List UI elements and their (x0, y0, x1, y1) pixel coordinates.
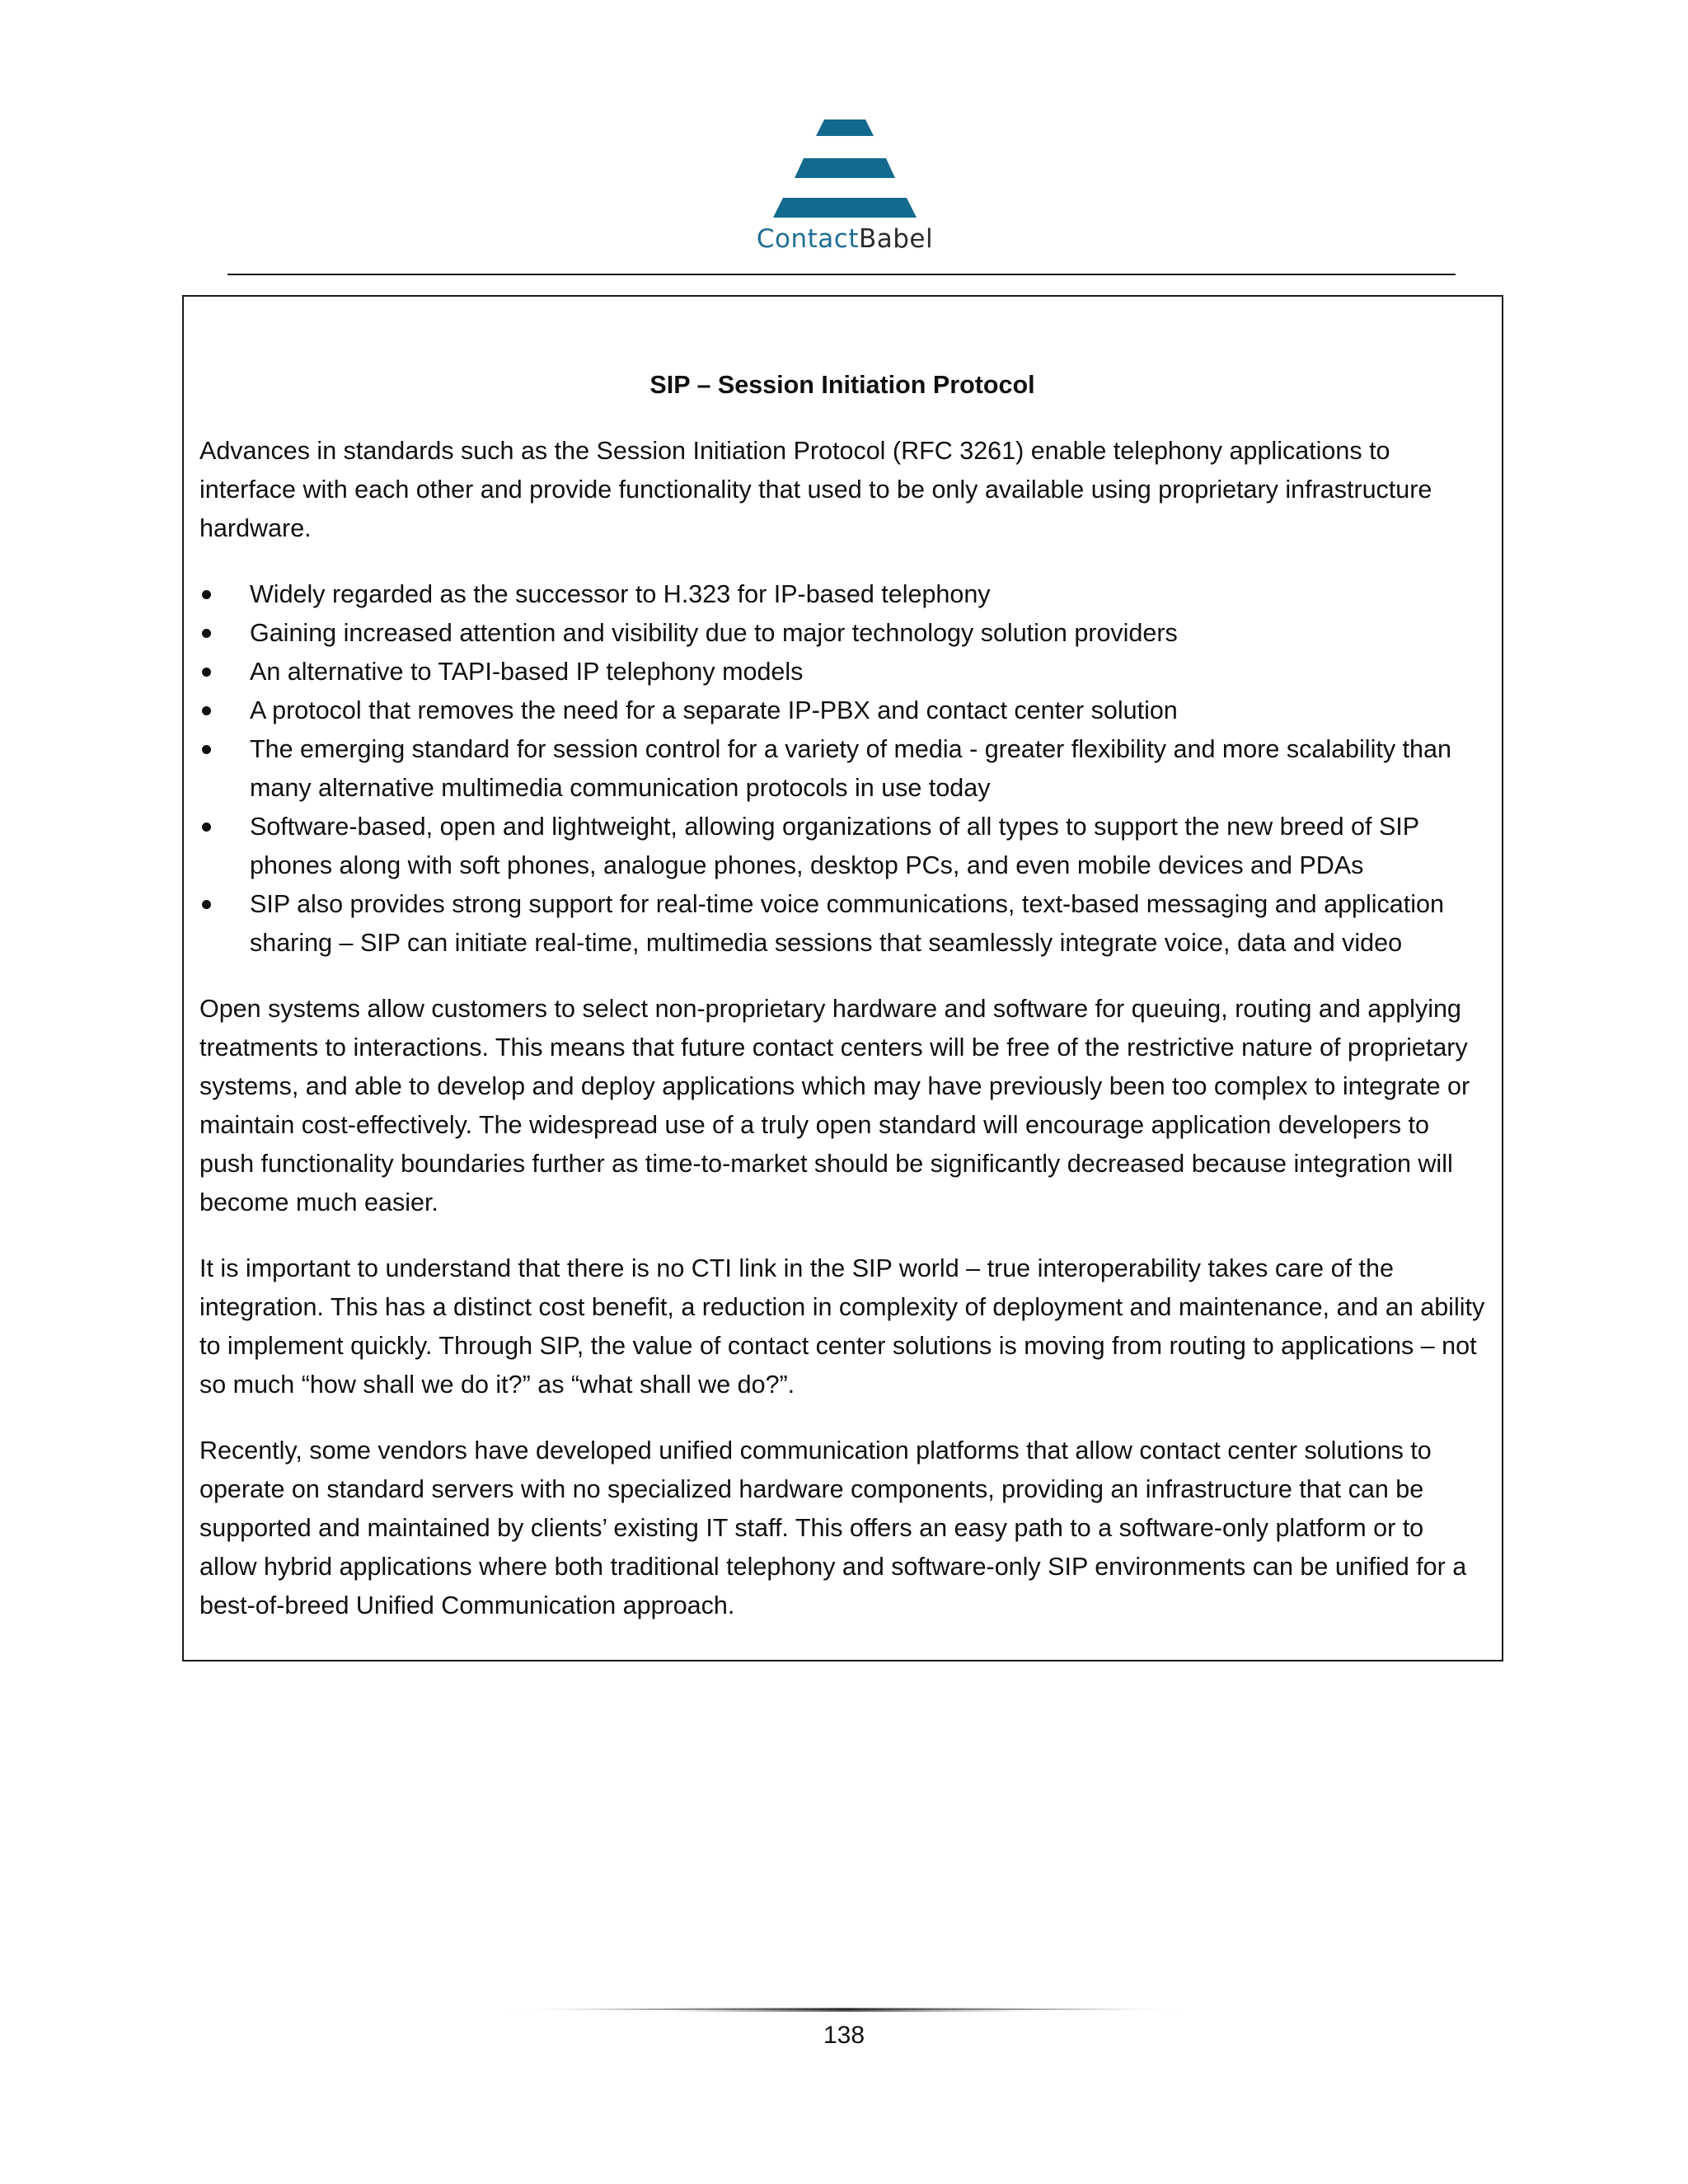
logo-wordmark (742, 224, 948, 254)
header-divider (227, 274, 1456, 275)
pyramid-logo-icon (742, 115, 948, 218)
footer-divider (503, 2008, 1187, 2014)
bullet-icon (202, 745, 211, 754)
contactbabel-logo (742, 115, 948, 255)
bullet-icon (202, 900, 211, 909)
open-systems-paragraph: Open systems allow customers to select non-proprietary hardware and software for queuing, routing and applying treatments to interactions. This means that future contact centers will be free of the restrictive nature of proprietary systems, and able to develop and deploy applications which may have previously been too complex to integrate or maintain cost-effectively. The widespread use of a truly open standard will encourage application developers to push functionality boundaries further as time-to-market should be significantly decreased because integration will become much easier. (199, 995, 1470, 1216)
list-item-text: Software-based, open and lightweight, allowing organizations of all types to support the new breed of SIP phones along with soft phones, analogue phones, desktop PCs, and even mobile devices and PDAs (250, 813, 1419, 879)
sip-features-list (199, 575, 1485, 963)
logo-word-babel: Babel (858, 224, 934, 254)
list-item (199, 885, 1485, 963)
unified-communication-paragraph: Recently, some vendors have developed unified communication platforms that allow contact center solutions to operate on standard servers with no specialized hardware components, providing an infrastructure that can be supported and maintained by clients’ existing IT staff. This offers an easy path to a software-only platform or to allow hybrid applications where both traditional telephony and software-only SIP environments can be unified for a best-of-breed Unified Communication approach. (199, 1436, 1467, 1619)
box-title: SIP – Session Initiation Protocol (649, 371, 1035, 399)
list-item (199, 691, 1485, 730)
list-item-text: Gaining increased attention and visibility due to major technology solution providers (250, 619, 1178, 647)
list-item-text: An alternative to TAPI-based IP telephony models (250, 658, 804, 686)
list-item (199, 614, 1485, 653)
page-number: 138 (823, 2022, 865, 2049)
list-item (199, 575, 1485, 614)
list-item-text: SIP also provides strong support for real-time voice communications, text-based messaging and application sharing – SIP can initiate real-time, multimedia sessions that seamlessly integrate voice, data and video (250, 890, 1444, 957)
intro-paragraph: Advances in standards such as the Session Initiation Protocol (RFC 3261) enable telephony applications to interface with each other and provide functionality that used to be only available using proprietary infrastructure hardware. (199, 437, 1432, 542)
list-item-text: A protocol that removes the need for a separate IP-PBX and contact center solution (250, 696, 1178, 724)
bullet-icon (202, 590, 211, 599)
bullet-icon (202, 629, 211, 638)
bullet-icon (202, 668, 211, 677)
list-item (199, 730, 1485, 808)
list-item (199, 653, 1485, 691)
bullet-icon (202, 706, 211, 715)
box-content (199, 366, 1485, 1652)
list-item-text: The emerging standard for session control for a variety of media - greater flexibility and more scalability than many alternative multimedia communication protocols in use today (250, 735, 1451, 802)
sip-info-box (182, 295, 1503, 1661)
list-item (199, 808, 1485, 885)
cti-paragraph: It is important to understand that there is no CTI link in the SIP world – true interoperability takes care of the integration. This has a distinct cost benefit, a reduction in complexity of deployment and maintenance, and an ability to implement quickly. Through SIP, the value of contact center solutions is moving from routing to applications – not so much “how shall we do it?” as “what shall we do?”. (199, 1254, 1485, 1399)
list-item-text: Widely regarded as the successor to H.323 for IP-based telephony (250, 580, 991, 608)
bullet-icon (202, 823, 211, 832)
logo-word-contact: Contact (756, 224, 859, 254)
